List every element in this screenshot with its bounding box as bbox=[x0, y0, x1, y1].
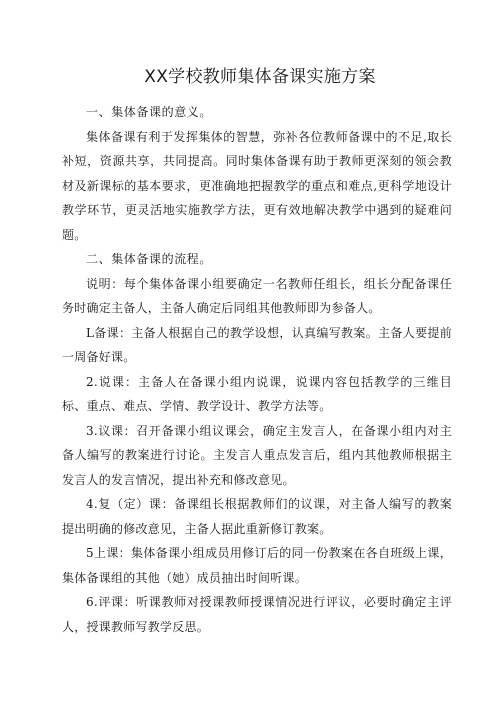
paragraph-step-prepare: L备课：主备人根据自己的教学设想，认真编写教案。主备人要提前一周备好课。 bbox=[62, 325, 452, 364]
document-title: XX学校教师集体备课实施方案 bbox=[144, 67, 376, 87]
section-heading-significance: 一、集体备课的意义。 bbox=[86, 105, 213, 119]
paragraph-step-discuss: 3.议课：召开备课小组议课会，确定主发言人，在备课小组内对主备人编写的教案进行讨论。主发言人重点发言后，组内其他教师根据主发言人的发言情况，提出补充和修改意见。 bbox=[62, 423, 452, 487]
paragraph-step-teach: 5上课：集体备课小组成员用修订后的同一份教案在各自班级上课，集体备课组的其他（她）成员抽出时间听课。 bbox=[62, 546, 452, 585]
section-heading-process: 二、集体备课的流程。 bbox=[86, 252, 213, 266]
paragraph-step-explain: 2.说课：主备人在备课小组内说课，说课内容包括教学的三维目标、重点、难点、学情、教学设计、教学方法等。 bbox=[62, 374, 452, 413]
paragraph-significance-body: 集体备课有利于发挥集体的智慧，弥补各位教师备课中的不足,取长补短，资源共享，共同提高。同时集体备课有助于教师更深刻的领会教材及新课标的基本要求，更准确地把握教学的重点和难点,更科学地设计教学环节，更灵活地实施教学方法，更有效地解决教学中遇到的疑难问题。 bbox=[62, 129, 452, 242]
paragraph-step-evaluate: 6.评课：听课教师对授课教师授课情况进行评议，必要时确定主评人，授课教师写教学反思。 bbox=[62, 595, 452, 634]
paragraph-step-revise: 4.复（定）课：备课组长根据教师们的议课，对主备人编写的教案提出明确的修改意见，主备人据此重新修订教案。 bbox=[62, 497, 452, 536]
paragraph-process-note: 说明：每个集体备课小组要确定一名教师任组长，组长分配备课任务时确定主备人，主备人确定后同组其他教师即为参备人。 bbox=[62, 276, 452, 315]
